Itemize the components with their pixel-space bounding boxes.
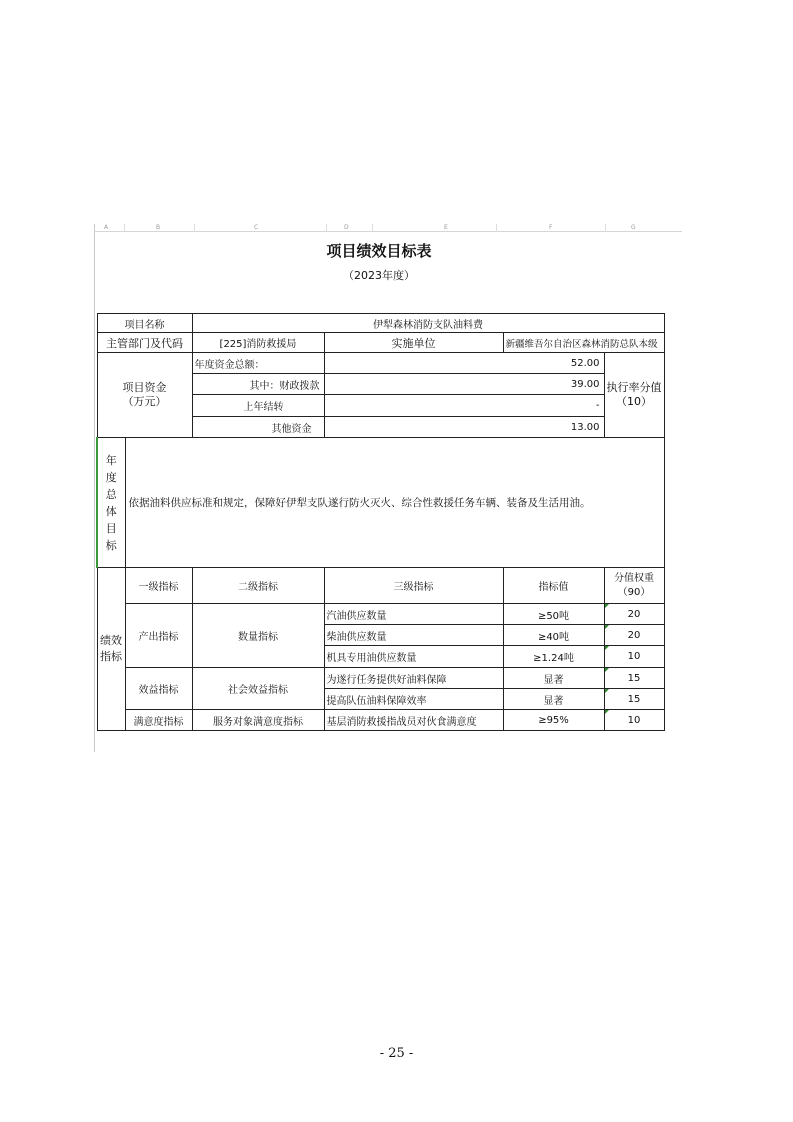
funds-total-label: 年度资金总额： [192, 353, 324, 374]
project-name-label: 项目名称 [97, 314, 192, 333]
overall-goal-text: 依据油料供应标准和规定，保障好伊犁支队遂行防火灭火、综合性救援任务车辆、装备及生活用油。 [125, 438, 664, 568]
performance-indicators-label: 绩效指标 [97, 568, 125, 731]
column-letter: C [254, 224, 259, 231]
indicator-value: ≥50吨 [503, 604, 604, 625]
header-level1: 一级指标 [125, 568, 192, 604]
indicator-level2: 服务对象满意度指标 [192, 710, 324, 731]
indicator-weight: 15 [604, 689, 664, 710]
indicator-weight: 20 [604, 625, 664, 646]
indicator-level3: 汽油供应数量 [324, 604, 503, 625]
table-title: 项目绩效目标表 [326, 242, 432, 260]
column-header-strip [94, 224, 682, 232]
indicator-level1: 满意度指标 [125, 710, 192, 731]
column-letter: E [444, 224, 448, 231]
indicator-level2: 数量指标 [192, 604, 324, 668]
overall-goal-char: 目 [105, 521, 117, 535]
indicator-level3: 基层消防救援指战员对伙食满意度 [324, 710, 503, 731]
funds-other-value: 13.00 [324, 417, 604, 438]
column-letter: F [549, 224, 553, 231]
funds-fiscal-label: 其中：财政拨款 [192, 374, 324, 395]
indicator-level1: 产出指标 [125, 604, 192, 668]
funds-carryover-label: 上年结转 [192, 395, 324, 417]
performance-goal-table [96, 313, 665, 731]
indicator-weight: 10 [604, 710, 664, 731]
impl-unit-value: 新疆维吾尔自治区森林消防总队本级 [503, 333, 664, 353]
indicator-weight: 20 [604, 604, 664, 625]
overall-goal-char: 度 [105, 470, 117, 484]
header-level2: 二级指标 [192, 568, 324, 604]
indicator-level1: 效益指标 [125, 668, 192, 710]
dept-value: [225]消防救援局 [192, 333, 324, 353]
overall-goal-char: 年 [105, 453, 117, 467]
column-letter: B [156, 224, 161, 231]
indicator-level3: 柴油供应数量 [324, 625, 503, 646]
indicator-value: ≥1.24吨 [503, 646, 604, 668]
overall-goal-char: 体 [105, 504, 117, 518]
column-divider [124, 224, 125, 232]
column-divider [326, 224, 327, 232]
funds-fiscal-value: 39.00 [324, 374, 604, 395]
indicator-level3: 提高队伍油料保障效率 [324, 689, 503, 710]
indicator-value: ≥40吨 [503, 625, 604, 646]
column-divider [605, 224, 606, 232]
indicator-value: ≥95% [503, 710, 604, 731]
indicator-level3: 为遂行任务提供好油料保障 [324, 668, 503, 689]
indicator-value: 显著 [503, 689, 604, 710]
column-letter: A [104, 224, 109, 231]
indicator-level2: 社会效益指标 [192, 668, 324, 710]
dept-label: 主管部门及代码 [97, 333, 192, 353]
overall-goal-char: 标 [105, 538, 117, 552]
indicator-value: 显著 [503, 668, 604, 689]
page-number: - 25 - [379, 1046, 414, 1061]
overall-goal-char: 总 [105, 487, 117, 501]
header-level3: 三级指标 [324, 568, 503, 604]
column-letter: G [631, 224, 636, 231]
exec-rate-label: 执行率分值（10） [604, 353, 664, 438]
column-letter: D [344, 224, 349, 231]
funds-total-value: 52.00 [324, 353, 604, 374]
header-weight: 分值权重（90） [604, 568, 664, 604]
indicator-weight: 10 [604, 646, 664, 668]
project-name-value: 伊犁森林消防支队油料费 [192, 314, 664, 333]
column-divider [372, 224, 373, 232]
column-divider [194, 224, 195, 232]
column-divider [496, 224, 497, 232]
table-year: （2023年度） [343, 269, 415, 282]
overall-goal-label [97, 438, 125, 568]
indicator-weight: 15 [604, 668, 664, 689]
funds-other-label: 其他资金 [192, 417, 324, 438]
header-value: 指标值 [503, 568, 604, 604]
funds-label: 项目资金（万元） [97, 353, 192, 438]
indicator-level3: 机具专用油供应数量 [324, 646, 503, 668]
funds-carryover-value: - [324, 395, 604, 417]
impl-unit-label: 实施单位 [324, 333, 503, 353]
